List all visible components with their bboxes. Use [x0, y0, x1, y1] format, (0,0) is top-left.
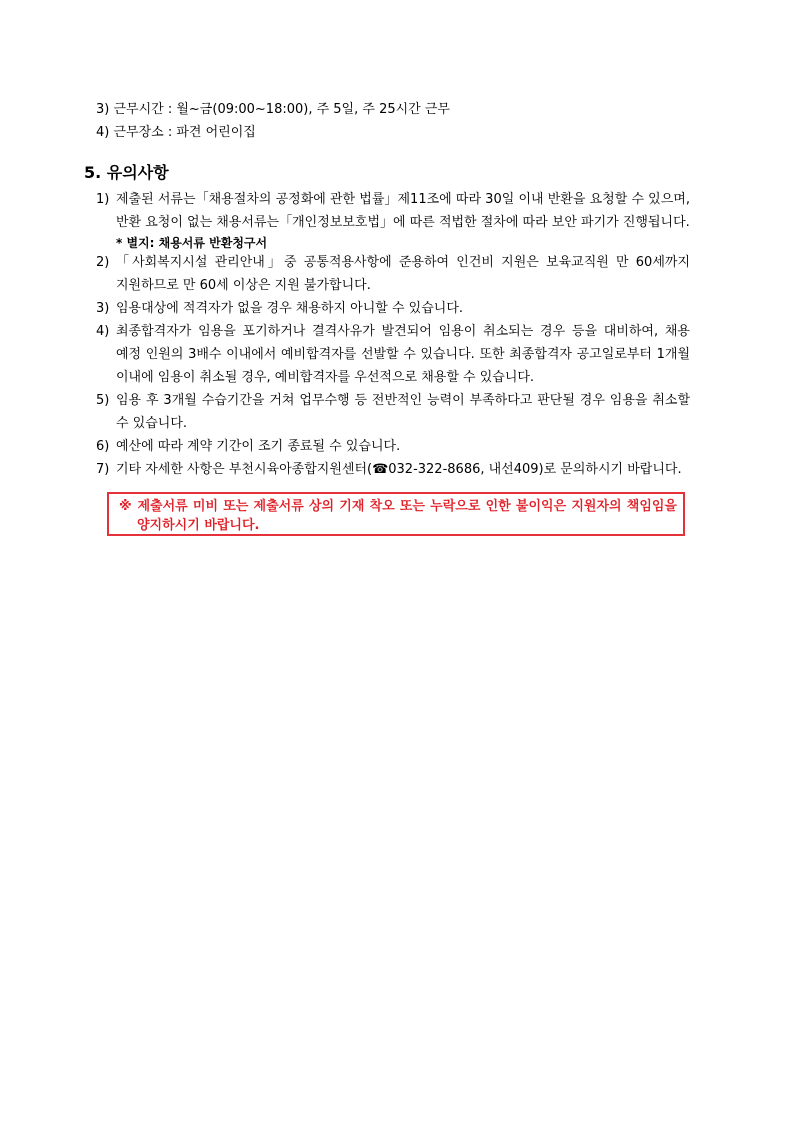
item-text: 최종합격자가 임용을 포기하거나 결격사유가 발견되어 임용이 취소되는 경우 등을 대비하여, 채용 예정 인원의 3배수 이내에서 예비합격자를 선발할 수 있습니다. 또한 최종합격자 공고일로부터 1개월 이내에 임용이 취소될 경우, 예비합격자를 우선적으로 채용할 수 있습니다.: [116, 324, 690, 385]
list-item: [96, 458, 690, 481]
item-number: 1): [96, 192, 110, 207]
item-text: 임용 후 3개월 수습기간을 거쳐 업무수행 등 전반적인 능력이 부족하다고 판단될 경우 임용을 취소할 수 있습니다.: [116, 393, 690, 431]
item-text: 기타 자세한 사항은 부천시육아종합지원센터(☎032-322-8686, 내선409)로 문의하시기 바랍니다.: [116, 462, 682, 477]
list-item: [96, 320, 690, 389]
list-item: [96, 389, 690, 435]
item-text: 제출된 서류는「채용절차의 공정화에 관한 법률」제11조에 따라 30일 이내 반환을 요청할 수 있으며, 반환 요청이 없는 채용서류는「개인정보보호법」에 따른 적법한 절차에 따라 보안 파기가 진행됩니다.: [116, 192, 690, 230]
list-item: [96, 297, 690, 320]
warning-text: ※ 제출서류 미비 또는 제출서류 상의 기재 착오 또는 누락으로 인한 불이익은 지원자의 책임임을 양지하시기 바랍니다.: [119, 499, 677, 533]
item-text: 「사회복지시설 관리안내」중 공통적용사항에 준용하여 인건비 지원은 보육교직원 만 60세까지 지원하므로 만 60세 이상은 지원 불가합니다.: [116, 255, 690, 293]
item-number: 5): [96, 393, 110, 408]
section-heading: 5. 유의사항: [84, 163, 169, 182]
item-number: 3): [96, 301, 110, 316]
item-text: 임용대상에 적격자가 없을 경우 채용하지 아니할 수 있습니다.: [116, 301, 464, 316]
item-number: 7): [96, 462, 110, 477]
item-text: 근무장소 : 파견 어린이집: [113, 125, 256, 140]
work-conditions-list: [96, 98, 696, 144]
item-text: 근무시간 : 월~금(09:00~18:00), 주 5일, 주 25시간 근무: [113, 102, 450, 117]
item-number: 6): [96, 439, 110, 454]
list-item: [96, 98, 696, 121]
item-number: 4): [96, 324, 110, 339]
item-text: 예산에 따라 계약 기간이 조기 종료될 수 있습니다.: [116, 439, 401, 454]
warning-box: [107, 492, 685, 536]
item-number: 4): [96, 125, 110, 140]
attachment-note: * 별지: 채용서류 반환청구서: [116, 236, 268, 250]
list-item: [96, 121, 696, 144]
list-item: [96, 251, 690, 297]
item-number: 2): [96, 255, 110, 270]
list-item: [96, 188, 690, 234]
item-number: 3): [96, 102, 110, 117]
notes-list: [96, 188, 690, 481]
list-item: [96, 435, 690, 458]
